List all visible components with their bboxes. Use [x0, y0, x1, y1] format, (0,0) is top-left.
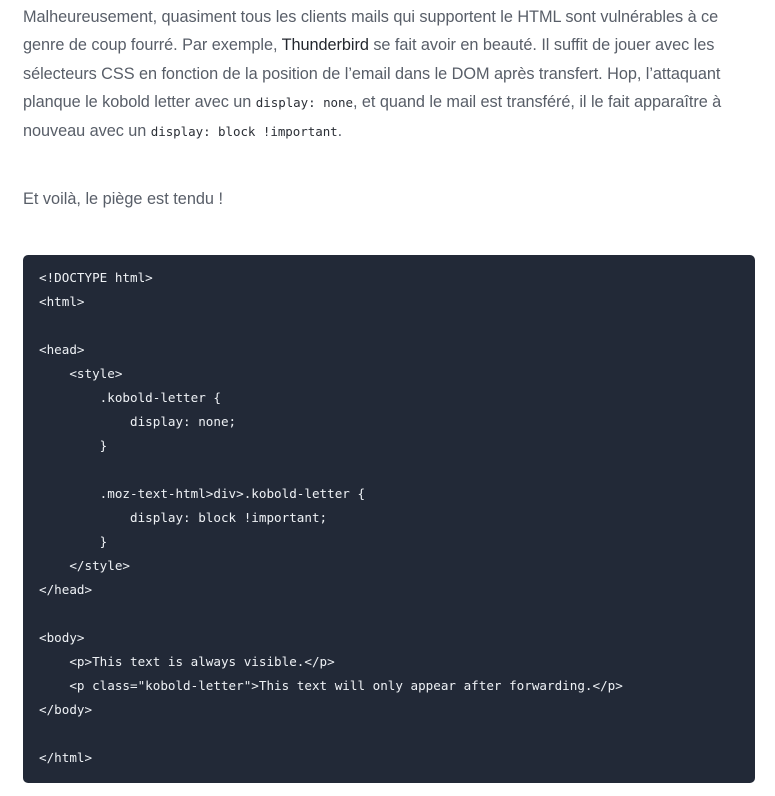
code-line — [39, 458, 739, 482]
code-line: </style> — [39, 558, 130, 573]
paragraph-text-3: , et quand le mail est transféré, il le fait apparaître à nouveau avec un — [23, 92, 722, 141]
inline-code-display-none: display: none — [255, 94, 353, 110]
code-line: <!DOCTYPE html> — [39, 270, 153, 285]
paragraph-vulnerability — [23, 0, 755, 146]
paragraph-text-4: . — [337, 122, 343, 141]
code-line: .kobold-letter { — [39, 390, 221, 405]
code-line: .moz-text-html>div>.kobold-letter { — [39, 486, 366, 501]
code-line: <head> — [39, 342, 85, 357]
code-line: display: none; — [39, 414, 237, 429]
code-line: </head> — [39, 582, 93, 597]
thunderbird-mention: Thunderbird — [281, 36, 369, 55]
code-block[interactable] — [23, 255, 755, 783]
code-line: <p>This text is always visible.</p> — [39, 654, 335, 669]
code-line — [39, 314, 739, 338]
code-line: <style> — [39, 366, 123, 381]
code-line — [39, 602, 739, 626]
paragraph-text-2: se fait avoir en beauté. Il suffit de jouer avec les sélecteurs CSS en fonction de la position de l’email dans le DOM après transfert. Hop, l’attaquant planque le kobold letter avec un — [23, 36, 721, 111]
code-line: <html> — [39, 294, 85, 309]
code-line: </html> — [39, 750, 93, 765]
paragraph-text-1: Malheureusement, quasiment tous les clients mails qui supportent le HTML sont vulnérables à ce genre de coup fourré. Par exemple, — [23, 8, 719, 55]
code-line: display: block !important; — [39, 510, 328, 525]
code-line: } — [39, 438, 108, 453]
paragraph-trap-set: Et voilà, le piège est tendu ! — [23, 190, 224, 209]
code-line: </body> — [39, 702, 93, 717]
code-line: <body> — [39, 630, 85, 645]
code-line: <p class="kobold-letter">This text will only appear after forwarding.</p> — [39, 678, 623, 693]
code-line — [39, 722, 739, 746]
inline-code-display-block: display: block !important — [150, 124, 338, 140]
code-line: } — [39, 534, 108, 549]
article-body — [23, 0, 755, 213]
